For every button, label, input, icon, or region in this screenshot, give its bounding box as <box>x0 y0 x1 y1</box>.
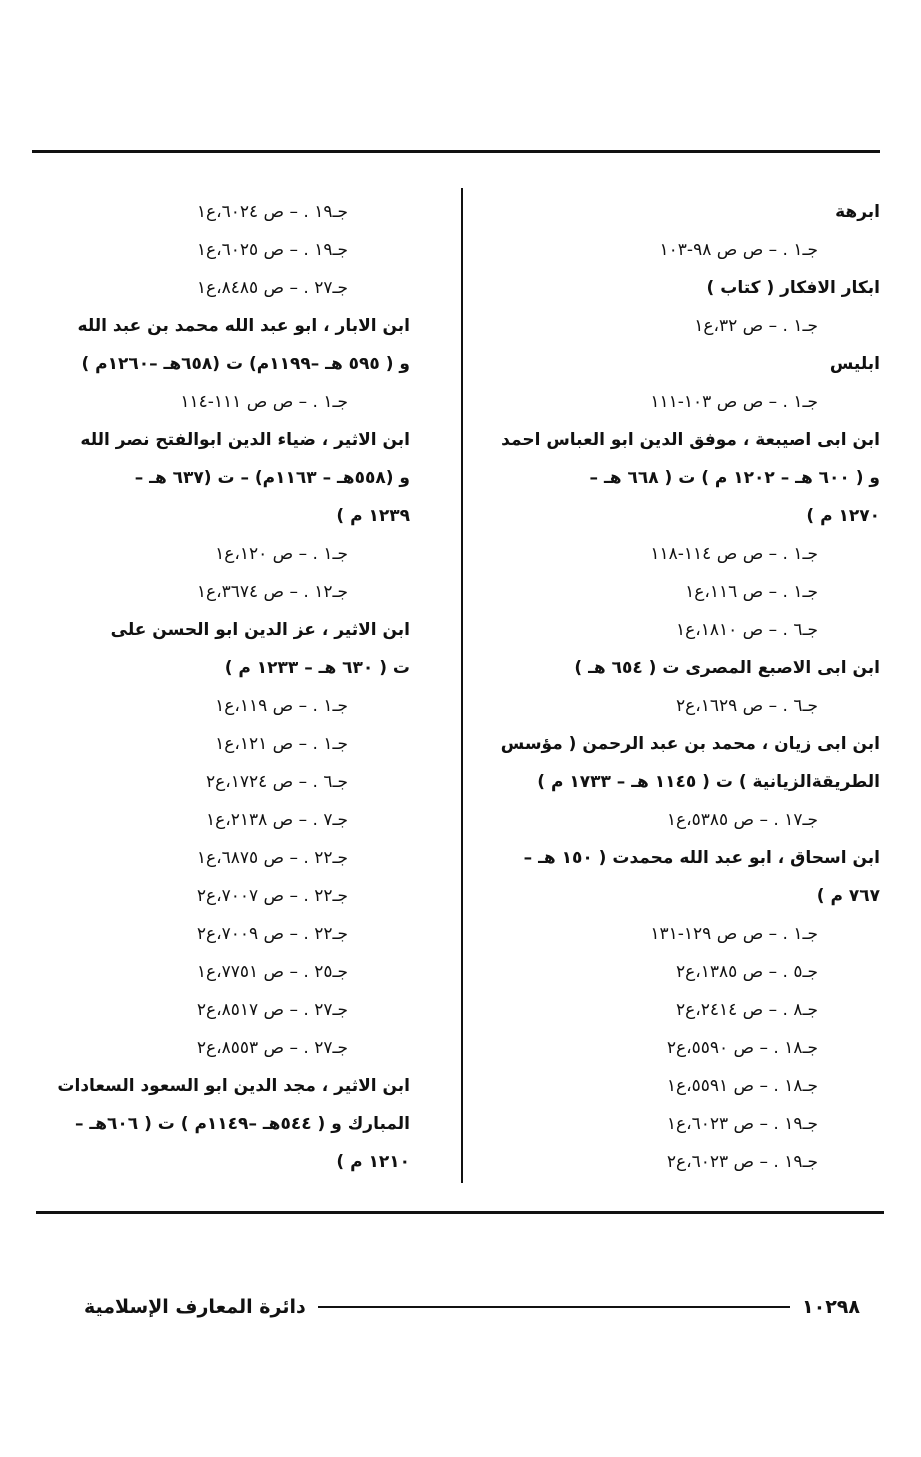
index-entry-heading: ابن ابى زيان ، محمد بن عبد الرحمن ( مؤسس <box>500 734 880 754</box>
index-reference: جـ١ . – ص ١٢١،ع١ <box>215 734 348 754</box>
index-reference: جـ١٨ . – ص ٥٥٩٠،ع٢ <box>666 1038 818 1058</box>
index-reference: جـ٢٧ . – ص ٨٥٥٣،ع٢ <box>196 1038 348 1058</box>
index-reference: جـ١ . – ص ص ١٢٩-١٣١ <box>650 924 818 944</box>
index-reference: جـ٦ . – ص ١٨١٠،ع١ <box>675 620 818 640</box>
index-reference: جـ٦ . – ص ١٦٢٩،ع٢ <box>675 696 818 716</box>
index-reference: جـ٢٢ . – ص ٧٠٠٧،ع٢ <box>196 886 348 906</box>
index-reference: جـ١٩ . – ص ٦٠٢٣،ع١ <box>666 1114 818 1134</box>
page-number: ١٠٢٩٨ <box>802 1296 860 1318</box>
index-reference: جـ١ . – ص ص ١١١-١١٤ <box>180 392 348 412</box>
index-entry-heading: ابن ابى الاصبع المصرى ت ( ٦٥٤ هـ ) <box>574 658 880 678</box>
column-divider <box>461 188 463 1183</box>
index-entry-heading: ١٢٧٠ م ) <box>806 506 880 526</box>
index-reference: جـ١٩ . – ص ٦٠٢٣،ع٢ <box>666 1152 818 1172</box>
index-entry-heading: و ( ٥٩٥ هـ –١١٩٩م) ت (٦٥٨هـ –١٢٦٠م ) <box>81 354 410 374</box>
page-footer <box>84 1294 860 1320</box>
index-reference: جـ١٩ . – ص ٦٠٢٥،ع١ <box>196 240 348 260</box>
index-column-right <box>472 193 880 1181</box>
index-entry-heading: ابن الاثير ، عز الدين ابو الحسن على <box>110 620 410 640</box>
index-reference: جـ٥ . – ص ١٣٨٥،ع٢ <box>675 962 818 982</box>
index-reference: جـ٧ . – ص ٢١٣٨،ع١ <box>205 810 348 830</box>
index-entry-heading: ابن ابى اصيبعة ، موفق الدين ابو العباس احمد <box>501 430 880 450</box>
index-entry-heading: و ( ٦٠٠ هـ – ١٢٠٢ م ) ت ( ٦٦٨ هـ – <box>589 468 880 488</box>
index-entry-heading: ١٢١٠ م ) <box>336 1152 410 1172</box>
index-column-left <box>42 193 410 1181</box>
publication-title: دائرة المعارف الإسلامية <box>84 1296 306 1318</box>
index-entry-heading: المبارك و ( ٥٤٤هـ –١١٤٩م ) ت ( ٦٠٦هـ – <box>74 1114 410 1134</box>
index-reference: جـ٢٧ . – ص ٨٥١٧،ع٢ <box>196 1000 348 1020</box>
bottom-rule <box>36 1211 884 1214</box>
index-reference: جـ٢٥ . – ص ٧٧٥١،ع١ <box>196 962 348 982</box>
index-entry-heading: ابن الاثير ، ضياء الدين ابوالفتح نصر الله <box>80 430 410 450</box>
index-reference: جـ١ . – ص ١٢٠،ع١ <box>215 544 348 564</box>
index-reference: جـ١ . – ص ص ١١٤-١١٨ <box>650 544 818 564</box>
top-rule <box>32 150 880 153</box>
index-entry-heading: ابن الاثير ، مجد الدين ابو السعود السعادات <box>57 1076 410 1096</box>
index-entry-heading: ابليس <box>829 354 880 374</box>
index-reference: جـ١٩ . – ص ٦٠٢٤،ع١ <box>196 202 348 222</box>
index-reference: جـ٢٢ . – ص ٦٨٧٥،ع١ <box>196 848 348 868</box>
index-reference: جـ٨ . – ص ٢٤١٤،ع٢ <box>675 1000 818 1020</box>
index-reference: جـ١ . – ص ٣٢،ع١ <box>694 316 818 336</box>
index-entry-heading: ابرهة <box>835 202 880 222</box>
index-entry-heading: الطريقةالزيانية ) ت ( ١١٤٥ هـ – ١٧٣٣ م ) <box>537 772 880 792</box>
index-reference: جـ١٨ . – ص ٥٥٩١،ع١ <box>666 1076 818 1096</box>
index-entry-heading: ١٢٣٩ م ) <box>336 506 410 526</box>
index-reference: جـ١ . – ص ص ٩٨-١٠٣ <box>659 240 818 260</box>
footer-rule <box>318 1306 790 1308</box>
index-reference: جـ٢٧ . – ص ٨٤٨٥،ع١ <box>196 278 348 298</box>
index-entry-heading: و (٥٥٨هـ – ١١٦٣م) – ت (٦٣٧ هـ – <box>134 468 410 488</box>
index-entry-heading: ابكار الافكار ( كتاب ) <box>706 278 880 298</box>
index-reference: جـ٢٢ . – ص ٧٠٠٩،ع٢ <box>196 924 348 944</box>
index-reference: جـ١ . – ص ١١٩،ع١ <box>215 696 348 716</box>
index-reference: جـ١ . – ص ص ١٠٣-١١١ <box>650 392 818 412</box>
index-entry-heading: ٧٦٧ م ) <box>816 886 880 906</box>
index-reference: جـ١ . – ص ١١٦،ع١ <box>685 582 818 602</box>
index-reference: جـ١٧ . – ص ٥٣٨٥،ع١ <box>666 810 818 830</box>
index-entry-heading: ابن اسحاق ، ابو عبد الله محمدت ( ١٥٠ هـ – <box>523 848 880 868</box>
index-reference: جـ١٢ . – ص ٣٦٧٤،ع١ <box>196 582 348 602</box>
index-entry-heading: ت ( ٦٣٠ هـ – ١٢٣٣ م ) <box>224 658 410 678</box>
index-reference: جـ٦ . – ص ١٧٢٤،ع٢ <box>205 772 348 792</box>
index-entry-heading: ابن الابار ، ابو عبد الله محمد بن عبد الله <box>77 316 410 336</box>
